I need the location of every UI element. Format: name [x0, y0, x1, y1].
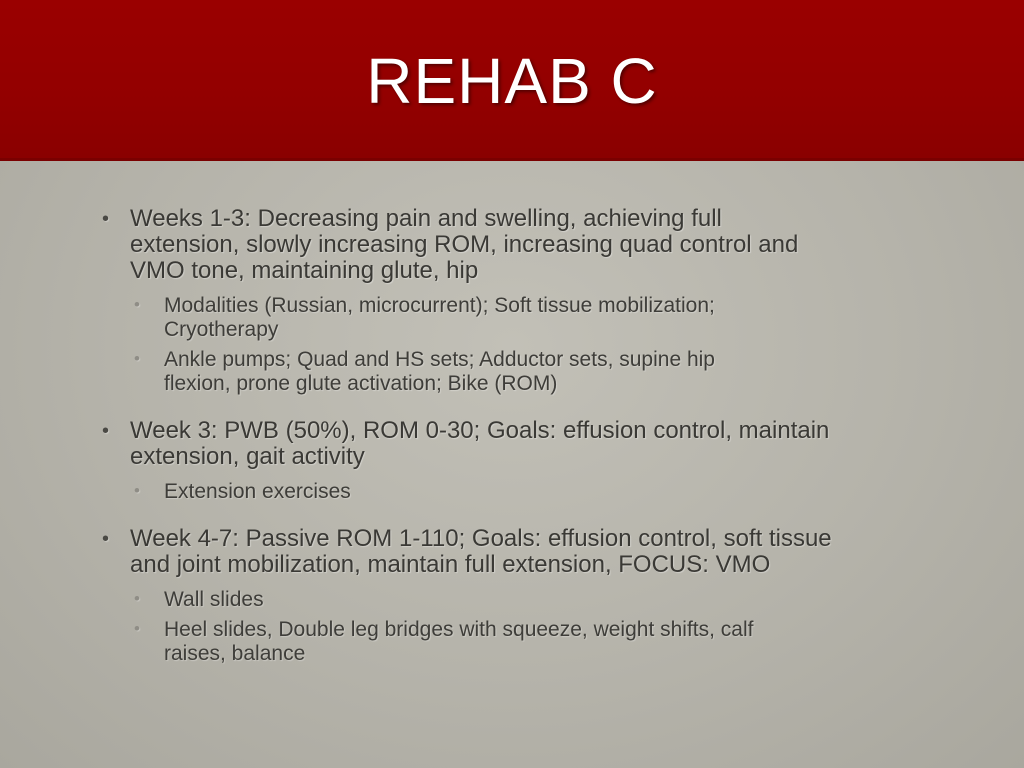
bullet-line: extension, gait activity [130, 443, 365, 470]
bullet-line: and joint mobilization, maintain full extension, FOCUS: VMO [130, 551, 771, 578]
sub-bullet-line: Extension exercises [164, 480, 351, 503]
sub-bullet-icon: • [134, 349, 140, 368]
bullet-item [96, 206, 936, 284]
bullet-item [96, 526, 936, 578]
sub-bullet-line: Ankle pumps; Quad and HS sets; Adductor sets, supine hip [164, 348, 715, 371]
bullet-line: VMO tone, maintaining glute, hip [130, 257, 479, 284]
sub-bullet-item [96, 348, 936, 396]
bullet-icon: • [102, 528, 110, 550]
sub-bullet-icon: • [134, 295, 140, 314]
bullet-line: Week 4-7: Passive ROM 1-110; Goals: effusion control, soft tissue [130, 525, 832, 552]
slide-title: REHAB C [366, 45, 658, 117]
bullet-line: Week 3: PWB (50%), ROM 0-30; Goals: effusion control, maintain [130, 417, 830, 444]
sub-bullet-item [96, 588, 936, 612]
sub-bullet-icon: • [134, 481, 140, 500]
sub-bullet-icon: • [134, 589, 140, 608]
sub-bullet-item [96, 480, 936, 504]
sub-bullet-item [96, 618, 936, 666]
bullet-icon: • [102, 208, 110, 230]
sub-bullet-line: Wall slides [164, 588, 264, 611]
bullet-icon: • [102, 420, 110, 442]
sub-bullet-line: raises, balance [164, 642, 306, 665]
sub-bullet-line: Heel slides, Double leg bridges with squeeze, weight shifts, calf [164, 618, 754, 641]
title-bar [0, 0, 1024, 161]
slide-content [96, 206, 936, 666]
bullet-line: Weeks 1-3: Decreasing pain and swelling, achieving full [130, 205, 722, 232]
sub-bullet-item [96, 294, 936, 342]
bullet-line: extension, slowly increasing ROM, increasing quad control and [130, 231, 799, 258]
sub-bullet-line: flexion, prone glute activation; Bike (ROM) [164, 372, 558, 395]
sub-bullet-icon: • [134, 619, 140, 638]
bullet-item [96, 418, 936, 470]
sub-bullet-line: Modalities (Russian, microcurrent); Soft tissue mobilization; [164, 294, 715, 317]
sub-bullet-line: Cryotherapy [164, 318, 279, 341]
